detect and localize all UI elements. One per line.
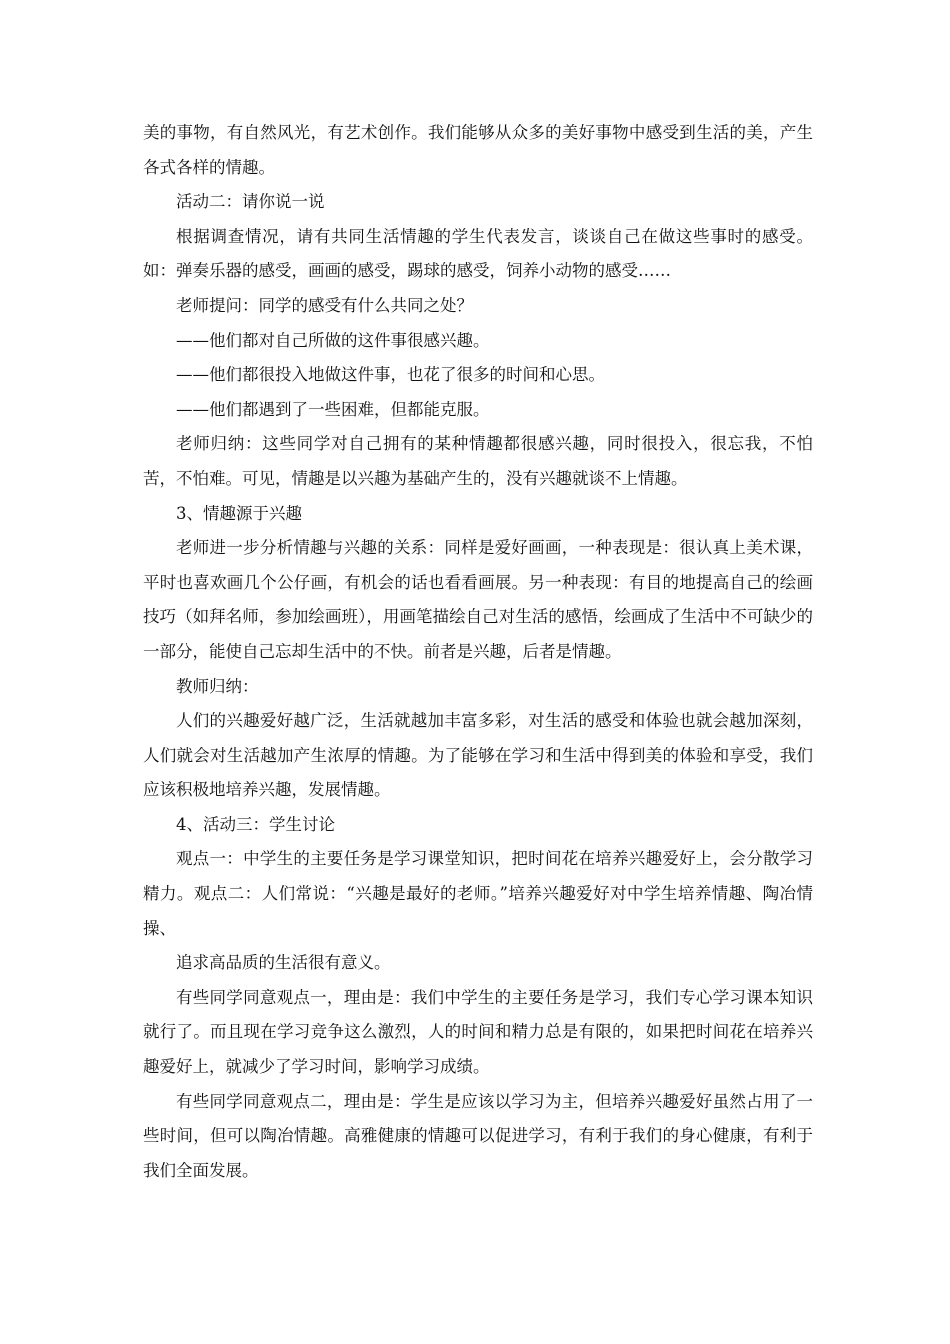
paragraph: 观点一：中学生的主要任务是学习课堂知识，把时间花在培养兴趣爱好上，会分散学习精力。观点二：人们常说：“兴趣是最好的老师。”培养兴趣爱好对中学生培养情趣、陶冶情操、 [143,849,813,938]
paragraph: ——他们都很投入地做这件事，也花了很多的时间和心思。 [176,365,605,385]
paragraph: 老师提问：同学的感受有什么共同之处？ [176,295,473,315]
paragraph: 教师归纳： [176,676,259,696]
paragraph: 追求高品质的生活很有意义。 [176,953,391,973]
section-heading: 4、活动三：学生讨论 [176,814,335,834]
document-body [143,116,813,1188]
paragraph: 活动二：请你说一说 [176,192,325,212]
paragraph: ——他们都遇到了一些困难，但都能克服。 [176,399,490,419]
paragraph: 美的事物，有自然风光，有艺术创作。我们能够从众多的美好事物中感受到生活的美，产生各式各样的情趣。 [143,123,813,177]
paragraph: 人们的兴趣爱好越广泛，生活就越加丰富多彩，对生活的感受和体验也就会越加深刻，人们就会对生活越加产生浓厚的情趣。为了能够在学习和生活中得到美的体验和享受，我们应该积极地培养兴趣，发展情趣。 [143,711,813,800]
section-heading: 3、情趣源于兴趣 [176,503,302,523]
paragraph: ——他们都对自己所做的这件事很感兴趣。 [176,330,490,350]
paragraph: 有些同学同意观点二，理由是：学生是应该以学习为主，但培养兴趣爱好虽然占用了一些时间，但可以陶冶情趣。高雅健康的情趣可以促进学习，有利于我们的身心健康，有利于我们全面发展。 [143,1091,813,1180]
paragraph: 老师进一步分析情趣与兴趣的关系：同样是爱好画画，一种表现是：很认真上美术课，平时也喜欢画几个公仔画，有机会的话也看看画展。另一种表现：有目的地提高自己的绘画技巧（如拜名师，参加绘画班），用画笔描绘自己对生活的感悟，绘画成了生活中不可缺少的一部分，能使自己忘却生活中的不快。前者是兴趣，后者是情趣。 [143,538,813,661]
paragraph: 有些同学同意观点一，理由是：我们中学生的主要任务是学习，我们专心学习课本知识就行了。而且现在学习竞争这么激烈，人的时间和精力总是有限的，如果把时间花在培养兴趣爱好上，就减少了学习时间，影响学习成绩。 [143,987,813,1077]
paragraph: 老师归纳：这些同学对自己拥有的某种情趣都很感兴趣，同时很投入，很忘我，不怕苦，不怕难。可见，情趣是以兴趣为基础产生的，没有兴趣就谈不上情趣。 [143,434,813,488]
paragraph: 根据调查情况，请有共同生活情趣的学生代表发言，谈谈自己在做这些事时的感受。如：弹奏乐器的感受，画画的感受，踢球的感受，饲养小动物的感受…… [143,226,813,281]
